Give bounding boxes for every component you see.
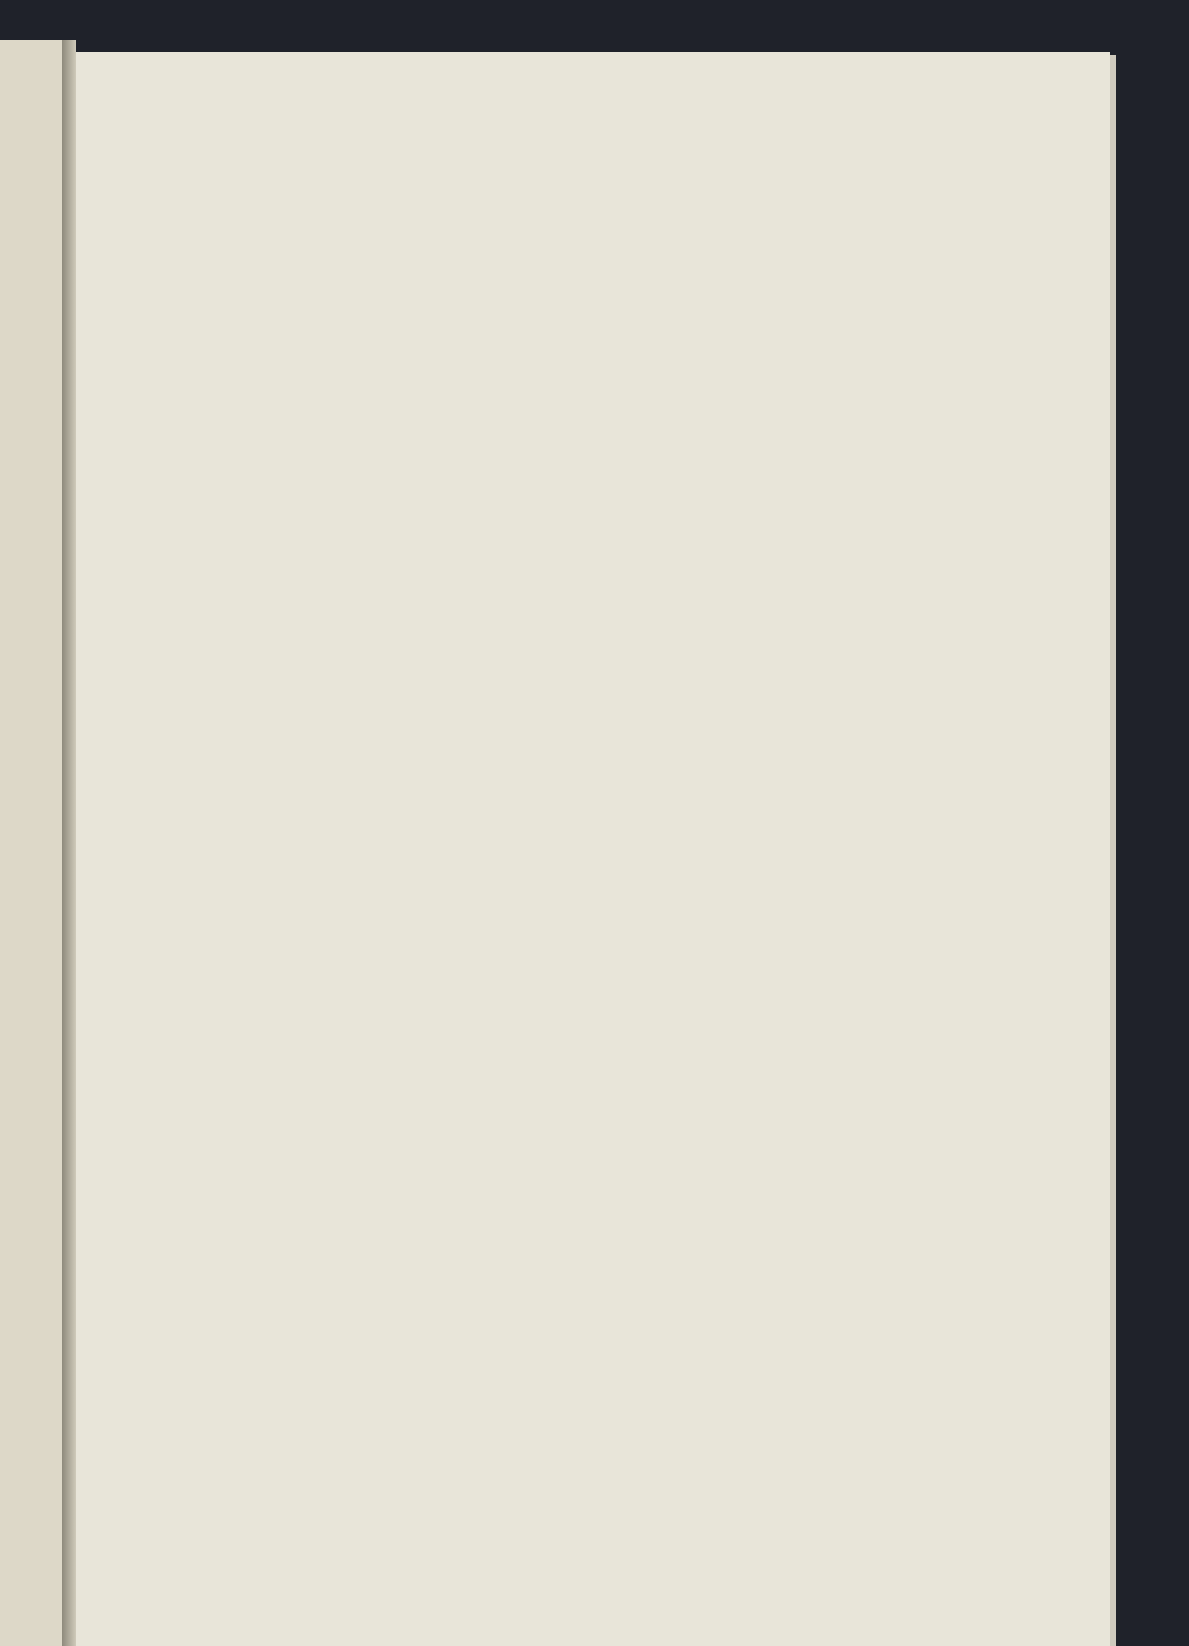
header-value <box>800 168 850 384</box>
header-trade-est <box>874 228 898 308</box>
